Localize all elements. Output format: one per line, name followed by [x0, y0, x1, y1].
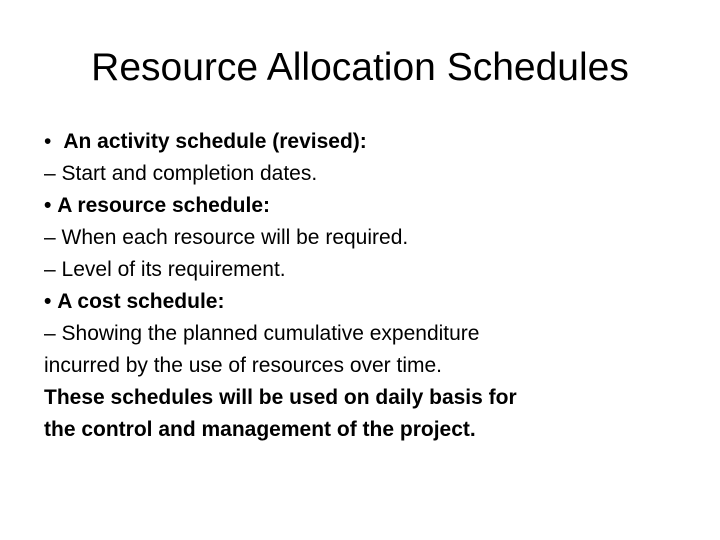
slide-body — [44, 126, 684, 446]
summary-line — [44, 382, 684, 414]
sub-bullet-line — [44, 222, 684, 254]
bullet-text: A resource schedule: — [57, 194, 271, 217]
dash-marker: – — [44, 322, 56, 345]
bullet-text: An activity schedule (revised): — [63, 130, 367, 153]
bullet-marker: • — [44, 130, 52, 153]
dash-marker: – — [44, 226, 56, 249]
sub-bullet-text: When each resource will be required. — [61, 226, 409, 249]
summary-text: These schedules will be used on daily basis for — [44, 386, 517, 409]
summary-text: the control and management of the project. — [44, 418, 476, 441]
sub-bullet-text: Start and completion dates. — [61, 162, 318, 185]
sub-bullet-text: Level of its requirement. — [61, 258, 286, 281]
bullet-line — [44, 190, 684, 222]
summary-line — [44, 414, 684, 446]
sub-bullet-line — [44, 254, 684, 286]
sub-bullet-text: Showing the planned cumulative expenditure — [61, 322, 480, 345]
slide-title: Resource Allocation Schedules — [91, 46, 629, 89]
bullet-line — [44, 126, 684, 158]
continuation-line — [44, 350, 684, 382]
dash-marker: – — [44, 258, 56, 281]
dash-marker: – — [44, 162, 56, 185]
bullet-marker: • — [44, 290, 52, 313]
sub-bullet-line — [44, 158, 684, 190]
bullet-marker: • — [44, 194, 52, 217]
bullet-text: A cost schedule: — [57, 290, 225, 313]
sub-bullet-line — [44, 318, 684, 350]
bullet-line — [44, 286, 684, 318]
continuation-text: incurred by the use of resources over time. — [44, 354, 443, 377]
